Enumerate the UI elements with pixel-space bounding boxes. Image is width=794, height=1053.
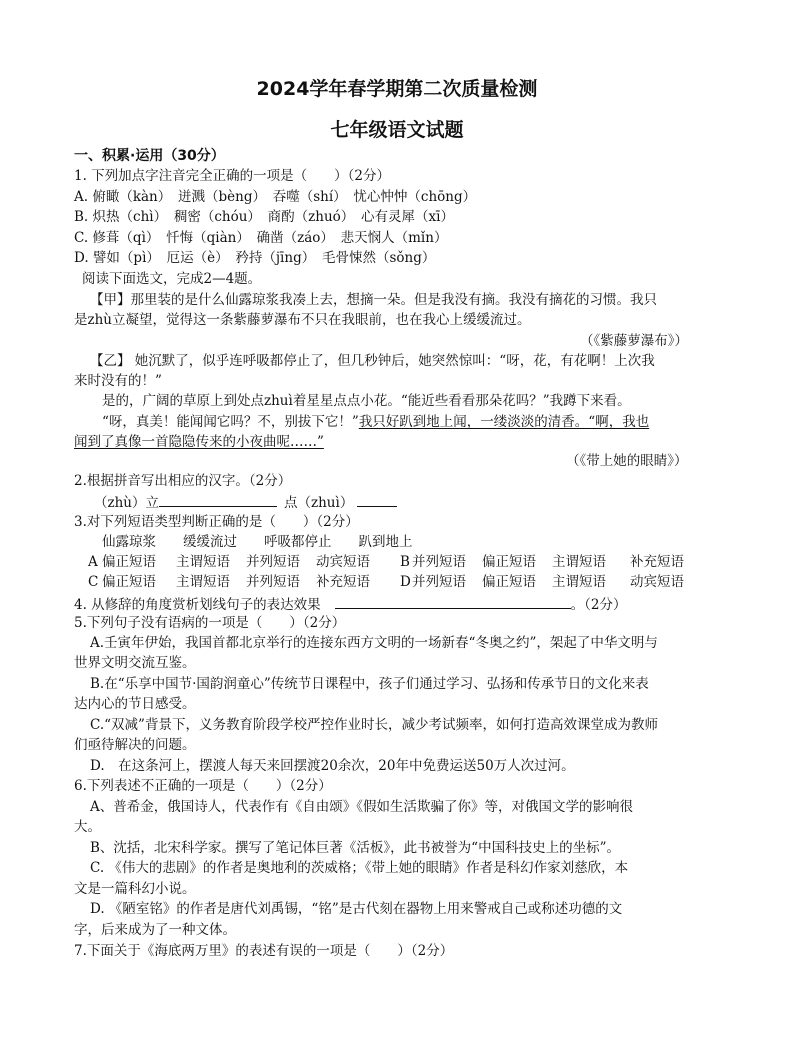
passage-yi-line3: 是的，广阔的草原上到处点zhuì着星星点点小花。“能近些看看那朵花吗？”我蹲下来看。 — [102, 393, 631, 409]
passage-jia-line1: 【甲】那里装的是什么仙露琼浆我凑上去，想摘一朵。但是我没有摘。我没有摘花的习惯。我只 — [90, 292, 657, 308]
passage-yi-line4-plain: “呀，真美！能闻闻它吗？不，别拔下它！” — [102, 414, 359, 430]
q3-option-b-3: 主谓短语 — [552, 554, 606, 570]
q3-option-d-4: 动宾短语 — [630, 574, 684, 590]
passage-jia-line2: 是zhù立凝望，觉得这一条紫藤萝瀑布不只在我眼前，也在我心上缓缓流过。 — [74, 312, 531, 328]
section-heading: 一、积累·运用（30分） — [74, 148, 225, 164]
passage-yi-line2: 来时没有的！” — [74, 373, 162, 389]
q5-option-a-line2: 世界文明交流互鉴。 — [74, 655, 196, 671]
exam-title: 2024学年春学期第二次质量检测 — [256, 78, 538, 100]
q3-option-d-3: 主谓短语 — [552, 574, 606, 590]
q5-option-b-line1: B.在“乐享中国节·国韵润童心”传统节日课程中，孩子们通过学习、弘扬和传承节日的文化来表 — [90, 676, 649, 692]
q6-stem: 6.下列表述不正确的一项是（ ）（2分） — [74, 778, 332, 794]
q6-option-a-line1: A、普希金，俄国诗人，代表作有《自由颂》《假如生活欺骗了你》等，对俄国文学的影响很 — [90, 799, 633, 815]
q5-stem: 5.下列句子没有语病的一项是（ ）（2分） — [74, 615, 346, 631]
q2-item1-label: （zhù）立 — [94, 495, 160, 511]
q3-option-a-4: 动宾短语 — [316, 554, 370, 570]
q3-option-c-1: 偏正短语 — [102, 574, 156, 590]
q5-option-d-line1: D. 在这条河上，摆渡人每天来回摆渡20余次，20年中免费运送50万人次过河。 — [90, 758, 575, 774]
q2-answer-blank-1[interactable] — [159, 492, 277, 507]
q1-option-b: B. 炽热（chì） 稠密（chóu） 商酌（zhuó） 心有灵犀（xī） — [74, 209, 454, 225]
q5-option-c-line2: 们亟待解决的问题。 — [74, 737, 196, 753]
q5-option-a-line1: A.壬寅年伊始，我国首都北京举行的连接东西方文明的一场新春“冬奥之约”，架起了中华文明与 — [90, 635, 658, 651]
q3-option-b-4: 补充短语 — [630, 554, 684, 570]
q3-option-d-label: D — [400, 574, 411, 590]
q4-answer-blank[interactable] — [335, 594, 571, 609]
q4-stem: 4. 从修辞的角度赏析划线句子的表达效果 — [74, 597, 321, 613]
q5-option-b-line2: 达内心的节日感受。 — [74, 696, 196, 712]
q3-option-c-label: C — [88, 574, 99, 590]
q3-option-c-3: 并列短语 — [246, 574, 300, 590]
q3-option-b-1: 并列短语 — [412, 554, 466, 570]
q3-option-a-3: 并列短语 — [246, 554, 300, 570]
reading-intro: 阅读下面选文，完成2—4题。 — [82, 271, 262, 287]
q1-option-d: D. 譬如（pì） 厄运（è） 矜持（jīng） 毛骨悚然（sǒng） — [74, 250, 436, 266]
q3-option-a-2: 主谓短语 — [176, 554, 230, 570]
q3-option-c-4: 补充短语 — [316, 574, 370, 590]
q3-option-c-2: 主谓短语 — [176, 574, 230, 590]
q3-option-d-2: 偏正短语 — [482, 574, 536, 590]
q3-option-b-label: B — [400, 554, 410, 570]
q6-option-c-line2: 文是一篇科幻小说。 — [74, 881, 196, 897]
passage-yi-line4 — [102, 413, 649, 431]
q6-option-a-line2: 大。 — [74, 819, 101, 835]
q1-option-c: C. 修葺（qì） 忏悔（qiàn） 确凿（záo） 悲天悯人（mǐn） — [74, 230, 448, 246]
q2-answer-blank-2[interactable] — [357, 492, 397, 507]
q7-stem: 7.下面关于《海底两万里》的表述有误的一项是（ ）（2分） — [74, 943, 454, 959]
q6-option-d-line2: 字，后来成为了一种文体。 — [74, 922, 236, 938]
q1-stem: 1. 下列加点字注音完全正确的一项是（ ）（2分） — [74, 168, 391, 184]
q6-option-b-line1: B、沈括，北宋科学家。撰写了笔记体巨著《活板》，此书被誉为“中国科技史上的坐标”。 — [90, 840, 620, 856]
q2-item2-label: 点（zhuì） — [284, 495, 354, 511]
q2-stem: 2.根据拼音写出相应的汉字。（2分） — [74, 473, 292, 489]
q3-stem: 3.对下列短语类型判断正确的是（ ）（2分） — [74, 514, 359, 530]
q4-points: 。（2分） — [570, 597, 627, 613]
q3-option-b-2: 偏正短语 — [482, 554, 536, 570]
passage-yi-source: （《带上她的眼睛》） — [566, 453, 688, 469]
exam-subtitle: 七年级语文试题 — [330, 119, 464, 141]
underlined-sentence-part2: 闻到了真像一首隐隐传来的小夜曲呢……” — [74, 434, 324, 450]
q3-phrases: 仙露琼浆 缓缓流过 呼吸都停止 趴到地上 — [102, 534, 413, 550]
q5-option-c-line1: C.“双减”背景下，义务教育阶段学校严控作业时长，减少考试频率，如何打造高效课堂成为教师 — [90, 717, 658, 733]
q3-option-a-label: A — [88, 554, 98, 570]
q6-option-c-line1: C. 《伟大的悲剧》的作者是奥地利的茨威格；《带上她的眼睛》作者是科幻作家刘慈欣，本 — [90, 860, 629, 876]
q3-option-a-1: 偏正短语 — [102, 554, 156, 570]
q2-item1 — [94, 492, 277, 512]
passage-yi-line1: 【乙】 她沉默了，似乎连呼吸都停止了，但几秒钟后，她突然惊叫：“呀，花，有花啊！上次我 — [90, 353, 655, 369]
q4 — [74, 594, 627, 614]
passage-jia-source: （《紫藤萝瀑布》） — [580, 333, 688, 349]
q1-option-a: A. 俯瞰（kàn） 迸溅（bèng） 吞噬（shí） 忧心忡忡（chōng） — [74, 189, 477, 205]
q2-item2 — [284, 492, 397, 512]
underlined-sentence-part1: 我只好趴到地上闻，一缕淡淡的清香。“啊，我也 — [358, 414, 650, 430]
q6-option-d-line1: D. 《陋室铭》的作者是唐代刘禹锡，“铭”是古代刻在器物上用来警戒自己或称述功德的文 — [90, 901, 623, 917]
q3-option-d-1: 并列短语 — [412, 574, 466, 590]
